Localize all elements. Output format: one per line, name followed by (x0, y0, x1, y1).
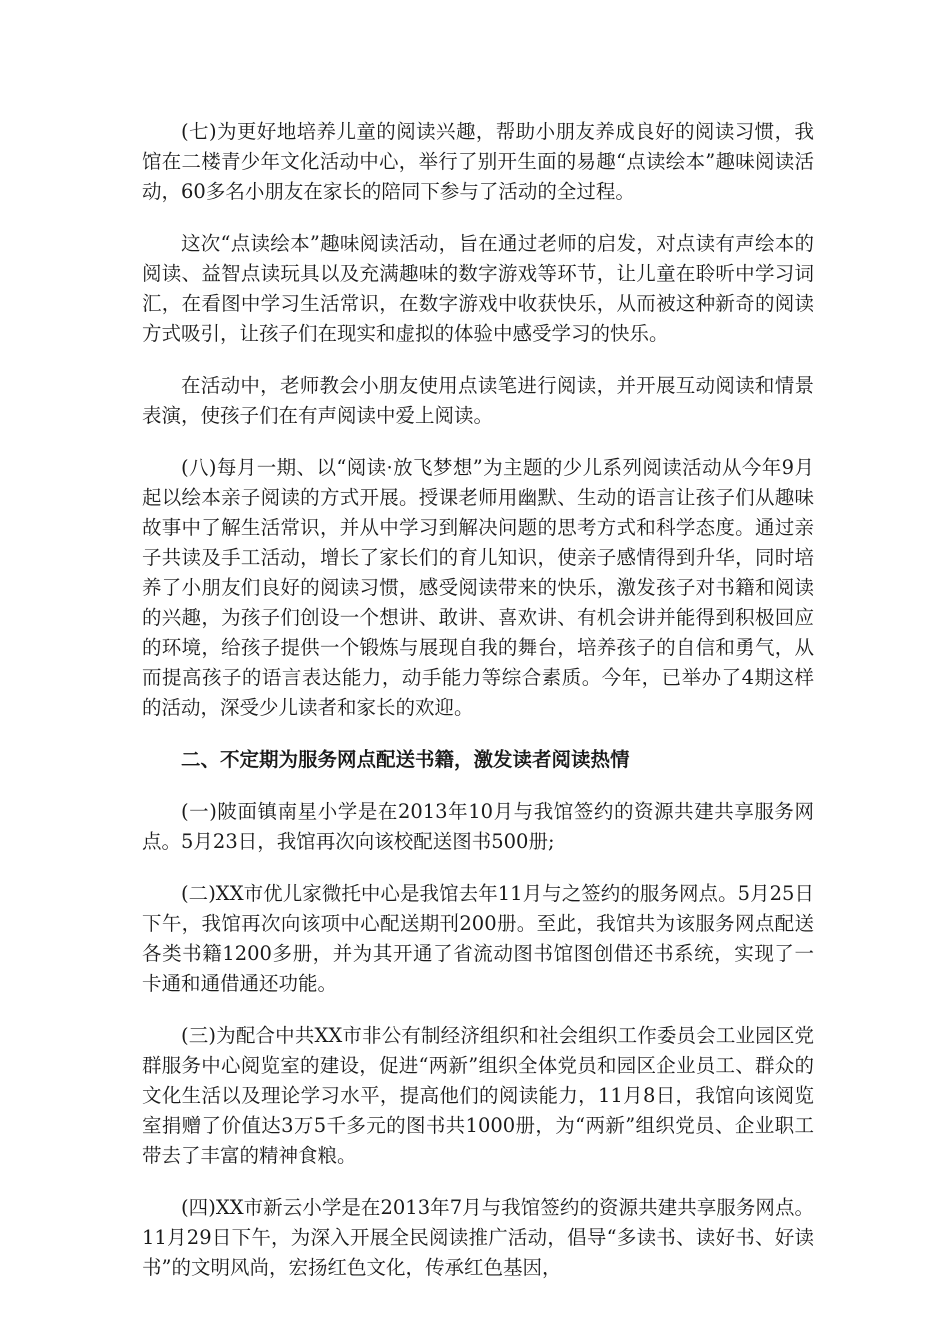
paragraph-7: (七)为更好地培养儿童的阅读兴趣，帮助小朋友养成良好的阅读习惯，我馆在二楼青少年文化活动中心，举行了别开生面的易趣“点读绘本”趣味阅读活动，60多名小朋友在家长的陪同下参与了活动的全过程。 (142, 120, 814, 203)
paragraph-section-2: (二)XX市优儿家微托中心是我馆去年11月与之签约的服务网点。5月25日下午，我馆再次向该项中心配送期刊200册。至此，我馆共为该服务网点配送各类书籍1200多册，并为其开通了省流动图书馆图创借还书系统，实现了一卡通和通借通还功能。 (142, 882, 814, 995)
section-heading: 二、不定期为服务网点配送书籍，激发读者阅读热情 (181, 748, 630, 771)
paragraph-section-1: (一)陂面镇南星小学是在2013年10月与我馆签约的资源共建共享服务网点。5月23日，我馆再次向该校配送图书500册; (142, 800, 814, 853)
document-page (142, 117, 814, 1305)
paragraph-teacher-activity: 在活动中，老师教会小朋友使用点读笔进行阅读，并开展互动阅读和情景表演，使孩子们在有声阅读中爱上阅读。 (142, 374, 814, 427)
paragraph-reading-activity: 这次“点读绘本”趣味阅读活动，旨在通过老师的启发，对点读有声绘本的阅读、益智点读玩具以及充满趣味的数字游戏等环节，让儿童在聆听中学习词汇，在看图中学习生活常识，在数字游戏中收获快乐，从而被这种新奇的阅读方式吸引，让孩子们在现实和虚拟的体验中感受学习的快乐。 (142, 232, 814, 345)
paragraph-section-4: (四)XX市新云小学是在2013年7月与我馆签约的资源共建共享服务网点。11月29日下午，为深入开展全民阅读推广活动，倡导“多读书、读好书、好读书”的文明风尚，宏扬红色文化，传承红色基因， (142, 1196, 814, 1279)
paragraph-section-3: (三)为配合中共XX市非公有制经济组织和社会组织工作委员会工业园区党群服务中心阅览室的建设，促进“两新”组织全体党员和园区企业员工、群众的文化生活以及理论学习水平，提高他们的阅读能力，11月8日，我馆向该阅览室捐赠了价值达3万5千多元的图书共1000册，为“两新”组织党员、企业职工带去了丰富的精神食粮。 (142, 1024, 814, 1167)
paragraph-8: (八)每月一期、以“阅读·放飞梦想”为主题的少儿系列阅读活动从今年9月起以绘本亲子阅读的方式开展。授课老师用幽默、生动的语言让孩子们从趣味故事中了解生活常识，并从中学习到解决问题的思考方式和科学态度。通过亲子共读及手工活动，增长了家长们的育儿知识，使亲子感情得到升华，同时培养了小朋友们良好的阅读习惯，感受阅读带来的快乐，激发孩子对书籍和阅读的兴趣，为孩子们创设一个想讲、敢讲、喜欢讲、有机会讲并能得到积极回应的环境，给孩子提供一个锻炼与展现自我的舞台，培养孩子的自信和勇气，从而提高孩子的语言表达能力，动手能力等综合素质。今年，已举办了4期这样的活动，深受少儿读者和家长的欢迎。 (142, 456, 814, 719)
